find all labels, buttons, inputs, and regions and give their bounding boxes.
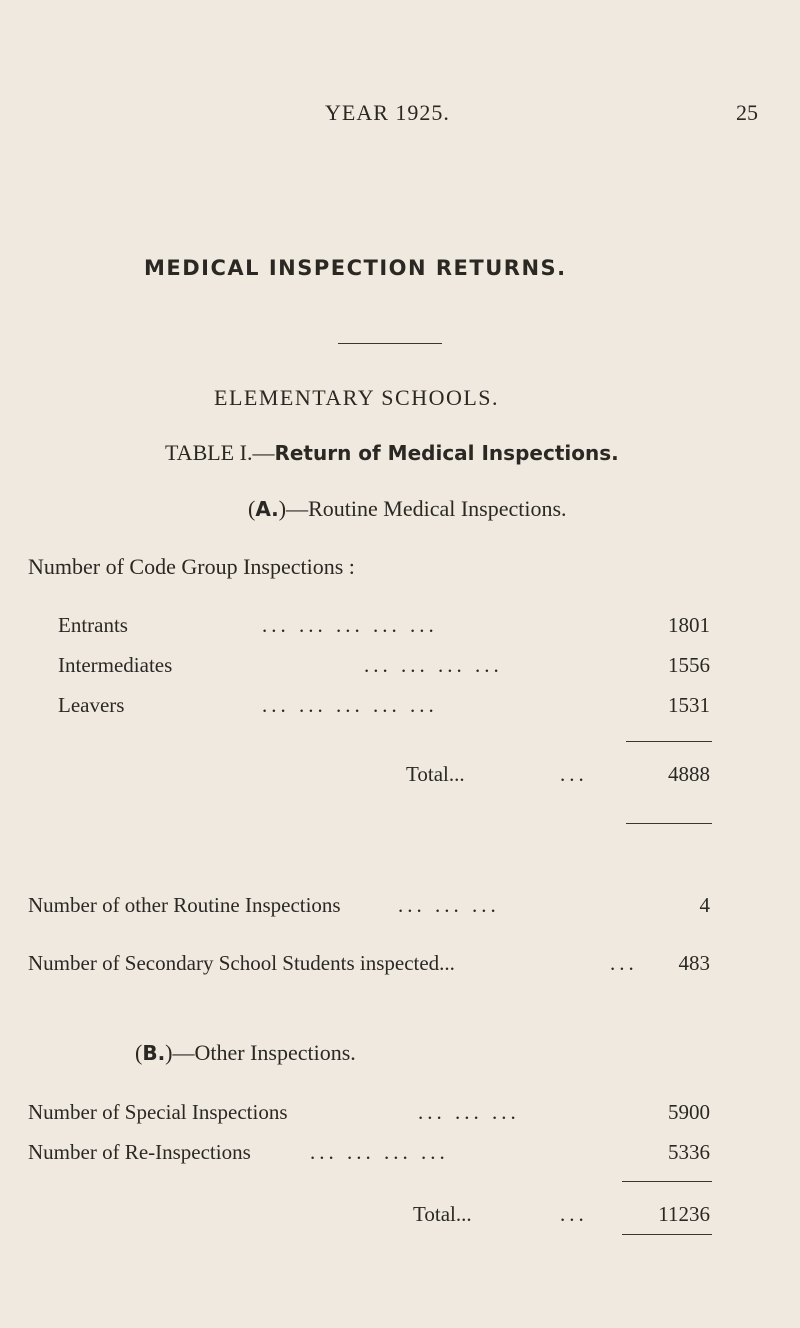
sum-rule [626, 741, 712, 742]
page-number: 25 [736, 100, 758, 125]
total-rule [622, 1234, 712, 1235]
leader-dots: ... ... ... [398, 893, 500, 917]
row-label: Intermediates [58, 653, 173, 677]
row-label: Number of Re-Inspections [28, 1140, 251, 1164]
table-row [28, 1100, 710, 1126]
row-value: 1556 [668, 653, 710, 677]
total-row [406, 762, 710, 788]
row-value: 1531 [668, 693, 710, 717]
row-label: Leavers [58, 693, 125, 717]
row-value: 4 [699, 893, 710, 917]
table-row [28, 951, 710, 977]
row-value: 1801 [668, 613, 710, 637]
running-head: YEAR 1925. [325, 100, 450, 125]
leader-dots: ... [560, 1202, 588, 1226]
section-b-marker: B. [142, 1041, 166, 1065]
row-label: Number of Secondary School Students inspected... [28, 951, 455, 975]
table-title-bold: Return of Medical Inspections. [274, 441, 619, 465]
section-subtitle: ELEMENTARY SCHOOLS. [214, 385, 500, 410]
total-label: Total... [406, 762, 465, 786]
total-row [413, 1202, 710, 1228]
page-title: MEDICAL INSPECTION RETURNS. [144, 256, 567, 280]
leader-dots: ... ... ... ... [310, 1140, 449, 1164]
table-title [165, 440, 619, 466]
leader-dots: ... [560, 762, 588, 786]
section-b-label: —Other Inspections. [172, 1040, 356, 1065]
table-row [58, 613, 710, 639]
leader-dots: ... ... ... ... [364, 653, 503, 677]
leader-dots: ... ... ... ... ... [262, 693, 438, 717]
total-value: 4888 [668, 762, 710, 786]
row-label: Entrants [58, 613, 128, 637]
row-value: 5336 [668, 1140, 710, 1164]
group-label: Number of Code Group Inspections : [28, 554, 355, 579]
section-a-marker: A. [255, 497, 279, 521]
leader-dots: ... ... ... ... ... [262, 613, 438, 637]
total-value: 11236 [658, 1202, 710, 1226]
total-label: Total... [413, 1202, 472, 1226]
title-divider [338, 343, 442, 344]
leader-dots: ... ... ... [418, 1100, 520, 1124]
table-title-prefix: TABLE I.— [165, 440, 275, 465]
section-a-label: —Routine Medical Inspections. [286, 496, 567, 521]
table-row [28, 893, 710, 919]
table-row [28, 1140, 710, 1166]
sum-rule [622, 1181, 712, 1182]
row-value: 483 [678, 951, 710, 975]
row-value: 5900 [668, 1100, 710, 1124]
total-rule [626, 823, 712, 824]
leader-dots: ... [610, 951, 638, 975]
section-b-heading: (B.)—Other Inspections. [135, 1040, 356, 1065]
table-row [58, 653, 710, 679]
section-a-heading: (A.)—Routine Medical Inspections. [248, 496, 567, 521]
table-row [58, 693, 710, 719]
row-label: Number of Special Inspections [28, 1100, 288, 1124]
row-label: Number of other Routine Inspections [28, 893, 341, 917]
